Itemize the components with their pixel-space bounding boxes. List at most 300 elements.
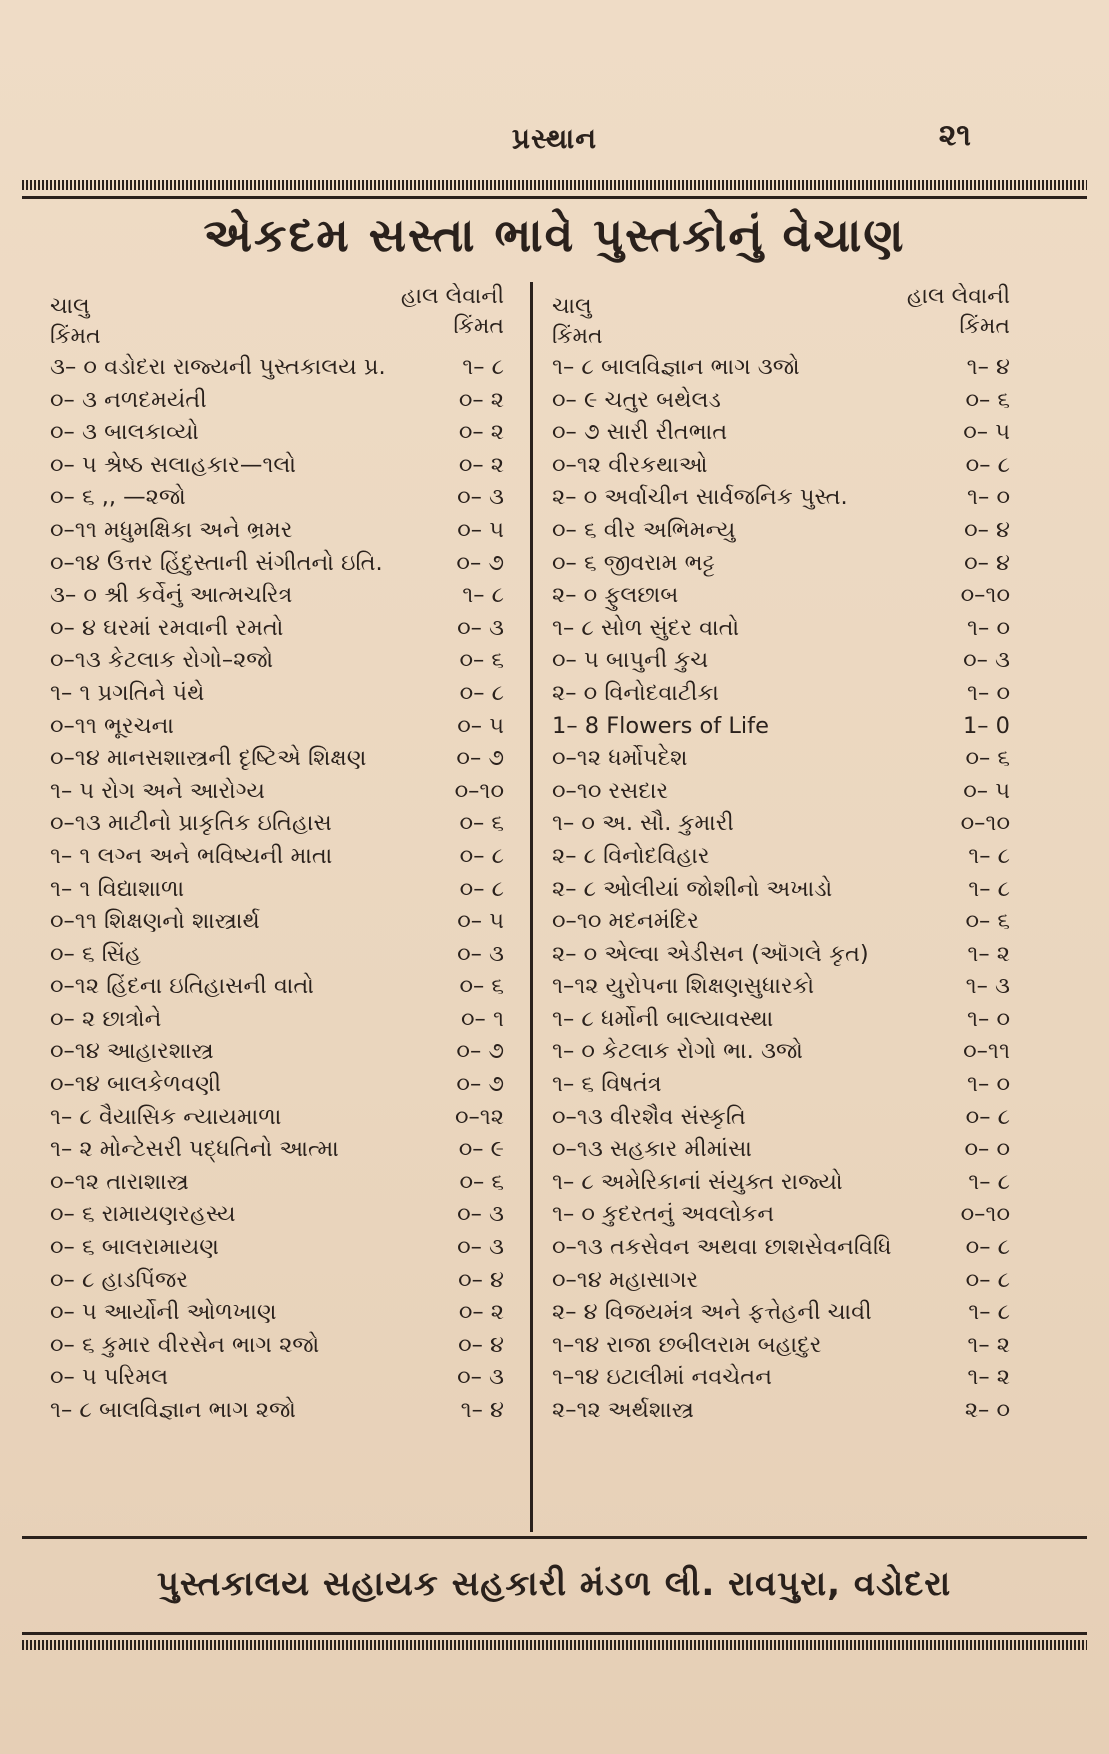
book-title xyxy=(50,876,184,902)
sale-price: ૦– ૭ xyxy=(456,1038,504,1065)
book-row xyxy=(552,580,1034,613)
column-header-sale-price xyxy=(401,282,504,342)
sale-price: ૧– ૮ xyxy=(462,354,504,380)
sale-price: ૦– ૫ xyxy=(457,712,504,739)
sale-price: ૦– ૪ xyxy=(458,1266,504,1293)
column-header-current-price xyxy=(552,292,603,352)
book-title xyxy=(50,354,386,380)
old-price: ૦– ૩ xyxy=(50,419,97,446)
sale-price: ૦– ૯ xyxy=(458,1136,504,1163)
book-name: વડોદરા રાજ્યની પુસ્તકાલય પ્ર. xyxy=(104,354,386,380)
sale-price: ૦– ૩ xyxy=(457,940,504,967)
book-row xyxy=(552,808,1034,841)
old-price: ૨– ૮ xyxy=(552,842,596,869)
book-name: વીરકથાઓ xyxy=(608,451,708,478)
sale-price: ૦– ૮ xyxy=(459,842,504,869)
book-row xyxy=(50,613,528,646)
book-row xyxy=(50,808,528,841)
sale-price: ૧– ૦ xyxy=(967,679,1010,706)
old-price: ૨– ૦ xyxy=(552,940,598,967)
book-title xyxy=(50,1136,339,1162)
bottom-dotted-rule xyxy=(22,1640,1087,1650)
book-name: અર્થશાસ્ત્ર xyxy=(607,1397,694,1423)
book-name: શ્રેષ્ઠ સલાહકાર—૧લો xyxy=(103,451,297,478)
sale-price: ૦– ૮ xyxy=(965,1234,1010,1261)
book-row xyxy=(50,1395,528,1428)
sale-price: ૦– ૬ xyxy=(965,386,1010,413)
book-row xyxy=(50,482,528,515)
sale-price: 1– 0 xyxy=(962,712,1010,739)
book-row xyxy=(50,906,528,939)
book-name: ઇટાલીમાં નવચેતન xyxy=(606,1364,772,1391)
old-price: ૨–૧૨ xyxy=(552,1397,601,1423)
book-title xyxy=(50,843,332,869)
book-name: તારાશાસ્ત્ર xyxy=(106,1168,189,1195)
old-price: ૦–૧૪ xyxy=(552,1266,602,1293)
book-title xyxy=(50,1006,161,1032)
sale-price: ૧– ૦ xyxy=(967,484,1010,511)
book-name: બાલકાવ્યો xyxy=(104,419,199,446)
book-row xyxy=(552,515,1034,548)
book-name: સહકાર મીમાંસા xyxy=(609,1136,752,1163)
book-title xyxy=(50,1071,221,1097)
book-name: માનસશાસ્ત્રની દૃષ્ટિએ શિક્ષણ xyxy=(106,745,367,772)
sale-price: ૧– ૪ xyxy=(460,1397,504,1423)
book-name: લગ્ન અને ભવિષ્યની માતા xyxy=(97,842,333,869)
sale-price: ૦– ૭ xyxy=(456,549,504,576)
book-title xyxy=(552,973,814,999)
sale-price: ૧– ૦ xyxy=(967,1005,1010,1032)
old-price: ૦–૧૩ xyxy=(50,647,101,674)
old-price: ૦– ૫ xyxy=(50,451,97,478)
book-name: અમેરિકાનાં સંયુક્ત રાજ્યો xyxy=(600,1168,843,1195)
journal-name: પ્રસ્થાન xyxy=(511,122,598,155)
book-name: માટીનો પ્રાકૃતિક ઇતિહાસ xyxy=(107,810,332,837)
book-title xyxy=(552,1136,752,1162)
sale-price: ૦–૧૦ xyxy=(454,777,504,804)
book-name: શ્રી કર્વેનું આત્મચરિત્ર xyxy=(104,582,293,609)
book-title xyxy=(50,550,383,576)
book-row xyxy=(50,548,528,581)
book-title xyxy=(552,810,734,836)
book-name: યુરોપના શિક્ષણસુધારકો xyxy=(605,973,815,1000)
right-column xyxy=(534,282,1034,1532)
advert-heading: એકદમ સસ્તા ભાવે પુસ્તકોનું વેચાણ xyxy=(203,208,906,262)
book-name: મહાસાગર xyxy=(608,1266,699,1293)
book-name: ભૂરચના xyxy=(104,712,174,739)
book-row xyxy=(552,906,1034,939)
book-row xyxy=(552,1330,1034,1363)
book-row xyxy=(552,1362,1034,1395)
book-title xyxy=(552,876,832,902)
book-name: રામાયણરહસ્ય xyxy=(101,1201,236,1228)
book-row xyxy=(50,1330,528,1363)
column-divider xyxy=(530,282,533,1532)
book-row xyxy=(50,678,528,711)
book-row xyxy=(552,841,1034,874)
old-price: ૦–૧૩ xyxy=(552,1234,603,1261)
old-price: ૦–૧૦ xyxy=(552,777,602,804)
book-row xyxy=(50,1004,528,1037)
book-row xyxy=(552,1102,1034,1135)
book-title xyxy=(552,843,709,869)
book-row xyxy=(50,711,528,744)
sale-price: ૦– ૩ xyxy=(457,484,504,511)
left-column xyxy=(28,282,528,1532)
book-title xyxy=(552,778,668,804)
book-name: સિંહ xyxy=(101,940,142,967)
book-title xyxy=(552,1201,774,1227)
book-row xyxy=(552,1265,1034,1298)
book-row xyxy=(552,385,1034,418)
book-row xyxy=(50,1069,528,1102)
book-title xyxy=(50,647,273,673)
sale-price: ૧– ૮ xyxy=(968,875,1010,902)
old-price: ૦– ૬ xyxy=(50,484,95,511)
book-name: છાત્રોને xyxy=(102,1005,162,1032)
sale-price: ૦–૧૦ xyxy=(960,582,1010,609)
old-price: ૦– ૫ xyxy=(552,647,599,674)
book-row xyxy=(552,1395,1034,1428)
old-price: ૦– ૬ xyxy=(552,549,597,576)
book-title xyxy=(50,745,366,771)
book-row xyxy=(50,1036,528,1069)
book-name: બાપુની કુચ xyxy=(605,647,709,674)
book-name: આર્યોની ઓળખાણ xyxy=(103,1299,277,1326)
book-title xyxy=(50,582,292,608)
old-price: ૧– ૬ xyxy=(552,1071,595,1098)
book-title xyxy=(50,484,186,510)
book-row xyxy=(552,1167,1034,1200)
book-row xyxy=(50,743,528,776)
old-price: ૧– ૮ xyxy=(552,1168,594,1195)
book-name: ફુલછાબ xyxy=(604,582,679,609)
book-row xyxy=(552,1036,1034,1069)
book-name: સારી રીતભાત xyxy=(606,419,728,446)
book-row xyxy=(50,1297,528,1330)
book-name: હિંદના ઇતિહાસની વાતો xyxy=(106,973,314,1000)
book-title xyxy=(50,1332,319,1358)
book-row xyxy=(552,548,1034,581)
old-price: ૨– ૦ xyxy=(552,484,598,511)
book-row xyxy=(50,874,528,907)
book-name: વિનોદવાટીકા xyxy=(604,679,719,706)
sale-price: ૦– ૭ xyxy=(456,745,504,772)
book-row xyxy=(552,450,1034,483)
book-name: કુદરતનું અવલોકન xyxy=(602,1201,775,1228)
sale-price: ૦– ૨ xyxy=(458,451,504,478)
book-row xyxy=(50,1362,528,1395)
header-label: કિંમત xyxy=(959,314,1010,339)
book-title xyxy=(50,1234,219,1260)
book-row xyxy=(552,1069,1034,1102)
book-name: પ્રગતિને પંથે xyxy=(97,679,205,706)
sale-price: ૦– ૨ xyxy=(458,386,504,413)
book-title xyxy=(552,1038,803,1064)
book-row xyxy=(50,645,528,678)
column-header-current-price xyxy=(50,292,101,352)
header-label: કિંમત xyxy=(552,324,603,349)
header-label: ચાલુ xyxy=(552,294,592,319)
header-label: કિંમત xyxy=(453,314,504,339)
old-price: ૦–૧૨ xyxy=(552,451,602,478)
book-name: હાડપિંજર xyxy=(101,1266,188,1293)
column-header-sale-price xyxy=(907,282,1010,342)
book-name: વીર અભિમન્યુ xyxy=(603,516,736,543)
sale-price: ૧– ૮ xyxy=(968,842,1010,869)
sale-price: ૧– ૨ xyxy=(967,1331,1010,1358)
sale-price: ૧– ૮ xyxy=(462,582,504,609)
old-price: ૧– ૧ xyxy=(50,679,91,706)
book-title xyxy=(50,713,174,739)
book-title xyxy=(552,1267,698,1293)
book-row xyxy=(50,580,528,613)
book-row xyxy=(50,1167,528,1200)
book-title xyxy=(552,419,727,445)
book-row xyxy=(552,1004,1034,1037)
sale-price: ૦– ૬ xyxy=(459,810,504,837)
old-price: ૧– ૦ xyxy=(552,1201,595,1228)
sale-price: ૦– ૫ xyxy=(963,419,1010,446)
old-price: ૩– ૦ xyxy=(50,582,97,609)
sale-price: ૧– ૦ xyxy=(967,614,1010,641)
book-title xyxy=(552,1234,892,1260)
book-row xyxy=(50,1134,528,1167)
book-name: રોગ અને આરોગ્ય xyxy=(101,777,265,804)
old-price: ૧– ૧ xyxy=(50,875,91,902)
book-name: વિજયમંત્ર અને ફત્તેહની ચાવી xyxy=(604,1299,872,1326)
sale-price: ૧– ૪ xyxy=(966,354,1010,380)
book-name: કેટલાક રોગો–૨જો xyxy=(107,647,274,674)
book-title xyxy=(552,1006,773,1032)
publisher-name: પુસ્તકાલય સહાયક સહકારી મંડળ લી. રાવપુરા, વડોદરા xyxy=(156,1564,952,1604)
book-name: ઓલીયાં જોશીનો અખાડો xyxy=(603,875,833,902)
book-name: નળદમયંતી xyxy=(104,386,207,413)
sale-price: ૦– ૪ xyxy=(964,549,1010,576)
book-name: વિષતંત્ર xyxy=(601,1071,662,1098)
sale-price: ૦– ૮ xyxy=(965,1103,1010,1130)
book-row xyxy=(552,776,1034,809)
book-name: ઉત્તર હિંદુસ્તાની સંગીતનો ઇતિ. xyxy=(106,549,383,576)
old-price: ૧– ૮ xyxy=(552,1005,594,1032)
old-price: ૦– ૬ xyxy=(50,1201,95,1228)
sale-price: ૧– ૮ xyxy=(968,1168,1010,1195)
old-price: ૨– ૦ xyxy=(552,679,598,706)
old-price: ૧– ૮ xyxy=(552,354,594,380)
book-title xyxy=(50,810,332,836)
book-title xyxy=(552,387,721,413)
book-title xyxy=(552,713,769,739)
book-row xyxy=(50,1265,528,1298)
sale-price: ૦– ૨ xyxy=(458,419,504,446)
right-column-header xyxy=(552,282,1034,352)
book-title xyxy=(552,1364,772,1390)
book-row xyxy=(50,776,528,809)
sale-price: ૦– ૧ xyxy=(461,1005,504,1032)
page-number: ૨૧ xyxy=(938,118,971,153)
header-label: ચાલુ xyxy=(50,294,90,319)
sale-price: ૦– ૩ xyxy=(457,1201,504,1228)
book-name: વિદ્યાશાળા xyxy=(97,875,185,902)
old-price: ૨– ૮ xyxy=(552,875,596,902)
book-title xyxy=(50,973,314,999)
book-title xyxy=(50,615,283,641)
book-title xyxy=(50,1364,168,1390)
sale-price: ૦– ૩ xyxy=(457,1234,504,1261)
book-name: અ. સૌ. કુમારી xyxy=(602,810,734,837)
book-name: કેટલાક રોગો ભા. ૩જો xyxy=(602,1038,803,1065)
old-price: ૧– ૮ xyxy=(50,1397,92,1423)
book-name: પરિમલ xyxy=(103,1364,169,1391)
sale-price: ૦– ૬ xyxy=(459,1168,504,1195)
old-price: ૦–૧૨ xyxy=(50,973,100,1000)
book-row xyxy=(552,1232,1034,1265)
old-price: 1– 8 xyxy=(552,712,600,739)
old-price: ૧– ૮ xyxy=(50,1103,92,1130)
book-name: રસદાર xyxy=(608,777,669,804)
sale-price: ૦– ૫ xyxy=(457,908,504,935)
book-title xyxy=(50,452,296,478)
book-row xyxy=(50,352,528,385)
sale-price: ૧– ૨ xyxy=(967,940,1010,967)
book-title xyxy=(50,778,265,804)
book-title xyxy=(50,1038,214,1064)
old-price: ૧– ૦ xyxy=(552,1038,595,1065)
book-title xyxy=(552,745,688,771)
old-price: ૧– ૧ xyxy=(50,842,91,869)
old-price: ૦–૧૪ xyxy=(50,1071,100,1098)
book-title xyxy=(552,908,699,934)
book-name: ચતુર બથેલડ xyxy=(604,386,721,413)
footer xyxy=(36,1546,1072,1626)
sale-price: ૦– ૨ xyxy=(458,1299,504,1326)
old-price: ૦–૧૧ xyxy=(50,712,97,739)
sale-price: ૦– ૬ xyxy=(459,647,504,674)
old-price: ૦–૧૨ xyxy=(552,745,602,772)
book-row xyxy=(552,939,1034,972)
book-title xyxy=(50,908,260,934)
book-list xyxy=(28,282,1078,1532)
book-title xyxy=(50,1201,236,1227)
old-price: ૦– ૯ xyxy=(552,386,598,413)
old-price: ૦– ૨ xyxy=(50,1005,96,1032)
old-price: ૦– ૪ xyxy=(50,614,96,641)
book-row xyxy=(50,515,528,548)
book-name: અર્વાચીન સાર્વજનિક પુસ્ત. xyxy=(604,484,848,511)
book-title xyxy=(50,1169,189,1195)
book-name: તકસેવન અથવા છાશસેવનવિધિ xyxy=(609,1234,892,1261)
book-name: ધર્મોની બાલ્યાવસ્થા xyxy=(600,1005,774,1032)
book-name: ઘરમાં રમવાની રમતો xyxy=(103,614,284,641)
book-title xyxy=(552,484,848,510)
sale-price: ૦– ૬ xyxy=(965,745,1010,772)
sale-price: ૦– ૮ xyxy=(459,875,504,902)
book-row xyxy=(552,678,1034,711)
old-price: ૦–૧૩ xyxy=(50,810,101,837)
book-name: મદનમંદિર xyxy=(608,908,699,935)
sale-price: ૦– ૩ xyxy=(457,614,504,641)
book-row xyxy=(50,1102,528,1135)
sale-price: ૦– ૬ xyxy=(459,973,504,1000)
book-row xyxy=(50,971,528,1004)
old-price: ૧– ૨ xyxy=(50,1136,93,1163)
old-price: ૦– ૮ xyxy=(50,1266,95,1293)
book-row xyxy=(50,385,528,418)
header-label: હાલ લેવાની xyxy=(400,284,504,309)
book-title xyxy=(552,582,678,608)
header-label: હાલ લેવાની xyxy=(906,284,1010,309)
book-row xyxy=(552,1134,1034,1167)
book-row xyxy=(50,1232,528,1265)
old-price: ૦– ૩ xyxy=(50,386,97,413)
book-title xyxy=(50,387,207,413)
book-name: વૈયાસિક ન્યાયમાળા xyxy=(98,1103,282,1130)
book-title xyxy=(552,615,739,641)
book-title xyxy=(50,1267,188,1293)
book-title xyxy=(552,1397,694,1423)
book-row xyxy=(552,1199,1034,1232)
book-name: બાલરામાયણ xyxy=(101,1234,219,1261)
old-price: ૦–૧૪ xyxy=(50,745,100,772)
book-row xyxy=(552,417,1034,450)
book-row xyxy=(552,1297,1034,1330)
sale-price: ૨– ૦ xyxy=(964,1397,1010,1423)
book-title xyxy=(50,680,204,706)
old-price: ૨– ૪ xyxy=(552,1299,598,1326)
book-row xyxy=(552,874,1034,907)
book-name: કુમાર વીરસેન ભાગ ૨જો xyxy=(101,1331,320,1358)
running-head xyxy=(0,118,1109,168)
book-name: શિક્ષણનો શાસ્ત્રાર્થ xyxy=(104,908,260,935)
left-rows xyxy=(50,352,528,1428)
old-price: ૦–૧૨ xyxy=(50,1168,100,1195)
book-title xyxy=(552,647,708,673)
sale-price: ૦– ૩ xyxy=(457,1364,504,1391)
sale-price: ૦–૧૨ xyxy=(454,1103,504,1130)
sale-price: ૦– ૦ xyxy=(964,1136,1010,1163)
old-price: ૦–૧૧ xyxy=(50,516,97,543)
book-name: ધર્મોપદેશ xyxy=(608,745,688,772)
old-price: ૦– ૫ xyxy=(50,1299,97,1326)
old-price: ૦– ૬ xyxy=(50,1331,95,1358)
book-title xyxy=(552,354,800,380)
book-title xyxy=(552,1332,821,1358)
sale-price: ૦–૧૦ xyxy=(960,1201,1010,1228)
footer-top-rule xyxy=(22,1536,1087,1539)
sale-price: ૧– ૨ xyxy=(967,1364,1010,1391)
book-title xyxy=(552,550,715,576)
book-title xyxy=(552,680,719,706)
old-price: ૦–૧૩ xyxy=(552,1136,603,1163)
old-price: ૦–૧૪ xyxy=(50,1038,100,1065)
old-price: ૧– ૦ xyxy=(552,810,595,837)
book-row xyxy=(552,971,1034,1004)
sale-price: ૦– ૮ xyxy=(459,679,504,706)
book-row xyxy=(552,482,1034,515)
book-title xyxy=(552,1104,746,1130)
sale-price: ૦– ૪ xyxy=(964,516,1010,543)
sale-price: ૦–૧૦ xyxy=(960,810,1010,837)
book-name: જીવરામ ભટ્ટ xyxy=(603,549,715,576)
book-row xyxy=(50,1199,528,1232)
book-name: રાજા છબીલરામ બહાદુર xyxy=(606,1331,822,1358)
book-title xyxy=(50,517,292,543)
sale-price: ૦– ૭ xyxy=(456,1071,504,1098)
old-price: ૦– ૫ xyxy=(50,1364,97,1391)
book-row xyxy=(50,417,528,450)
old-price: ૩– ૦ xyxy=(50,354,97,380)
right-rows xyxy=(552,352,1034,1428)
